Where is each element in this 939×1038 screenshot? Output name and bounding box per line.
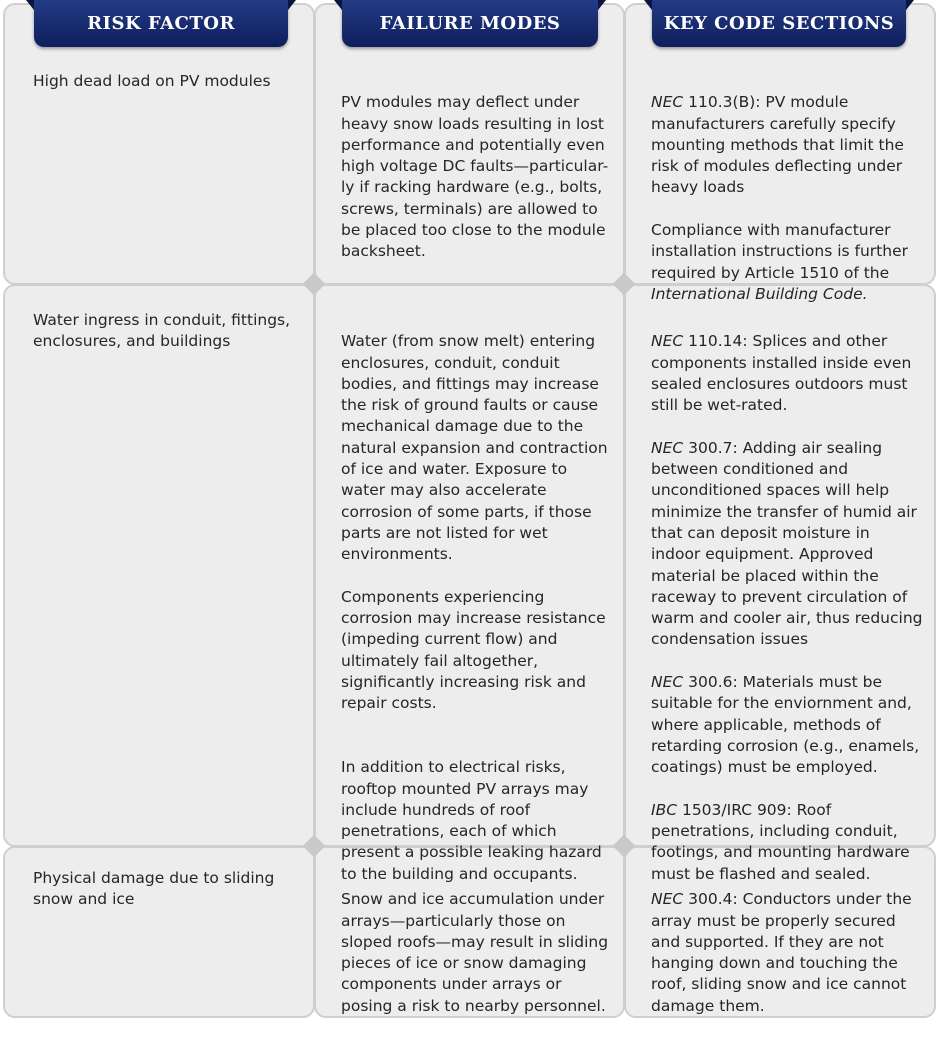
code-body: 300.6: Materials must be suitable for the enviornment and, where applicable, methods of retarding corrosion (e.g., enamels, coatings) must be employed. <box>651 673 920 777</box>
risk-factor-text: Physical damage due to sliding snow and ice <box>33 869 275 909</box>
failure-mode-text <box>341 310 621 906</box>
code-tail: International Building Code. <box>651 284 868 303</box>
header-failure-modes: FAILURE MODES <box>342 0 598 47</box>
header-risk-factor: RISK FACTOR <box>34 0 288 47</box>
table-cell <box>3 284 315 847</box>
failure-mode-text <box>341 71 621 284</box>
code-paragraph <box>651 220 933 305</box>
code-paragraph <box>651 331 933 416</box>
code-body: 300.7: Adding air sealing between conditioned and unconditioned spaces will help minimize the transfer of humid air that can deposit moisture in indoor equipment. Approved material be placed within the raceway to prevent circulation of warm and cooler air, thus reducing condensation issues <box>651 438 923 649</box>
code-ref: NEC <box>651 332 684 351</box>
header-key-code-sections: KEY CODE SECTIONS <box>652 0 906 47</box>
code-ref: NEC <box>651 438 684 457</box>
code-body: 110.3(B): PV module manufacturers carefully specify mounting methods that limit the risk of modules deflecting under heavy loads <box>651 93 904 197</box>
code-section-text <box>651 71 933 327</box>
code-paragraph <box>651 889 933 1017</box>
failure-paragraph: PV modules may deflect under heavy snow loads resulting in lost performance and potentially even high voltage DC faults—particular- ly if racking hardware (e.g., bolts, screws, terminals) are allowed to be placed too close to the module backsheet. <box>341 93 609 261</box>
code-paragraph <box>651 672 933 778</box>
failure-mode-text <box>341 868 621 1038</box>
code-paragraph <box>651 92 933 198</box>
code-section-text <box>651 310 933 909</box>
code-body: Compliance with manufacturer installation instructions is further required by Article 1510 of the <box>651 221 908 282</box>
code-ref: NEC <box>651 93 684 112</box>
failure-paragraph: Snow and ice accumulation under arrays—particularly those on sloped roofs—may result in sliding pieces of ice or snow damaging components under arrays or posing a risk to nearby personnel. <box>341 890 609 1015</box>
failure-paragraph: Components experiencing corrosion may increase resistance (impeding current flow) and ultimately fail altogether, significantly increasing risk and repair costs. <box>341 587 606 713</box>
code-ref: NEC <box>651 673 684 692</box>
risk-factor-text: Water ingress in conduit, fittings, enclosures, and buildings <box>33 311 291 351</box>
code-section-text <box>651 868 933 1038</box>
failure-paragraph: Water (from snow melt) entering enclosures, conduit, conduit bodies, and fittings may increase the risk of ground faults or cause mechanical damage due to the natural expansion and contraction of ice and water. Exposure to water may also accelerate corrosion of some parts, if those parts are not listed for wet environments. <box>341 332 608 564</box>
code-ref: NEC <box>651 890 684 909</box>
code-paragraph <box>651 438 933 651</box>
code-body: 110.14: Splices and other components installed inside even sealed enclosures outdoors must still be wet-rated. <box>651 332 912 415</box>
risk-factor-text: High dead load on PV modules <box>33 72 271 90</box>
code-ref: IBC <box>651 800 678 819</box>
code-body: 1503/IRC 909: Roof penetrations, including conduit, footings, and mounting hardware must be flashed and sealed. <box>651 800 910 883</box>
code-body: 300.4: Conductors under the array must be properly secured and supported. If they are not hanging down and touching the roof, sliding snow and ice cannot damage them. <box>651 890 912 1015</box>
failure-paragraph: In addition to electrical risks, rooftop mounted PV arrays may include hundreds of roof penetrations, each of which present a possible leaking hazard to the building and occupants. <box>341 758 602 883</box>
